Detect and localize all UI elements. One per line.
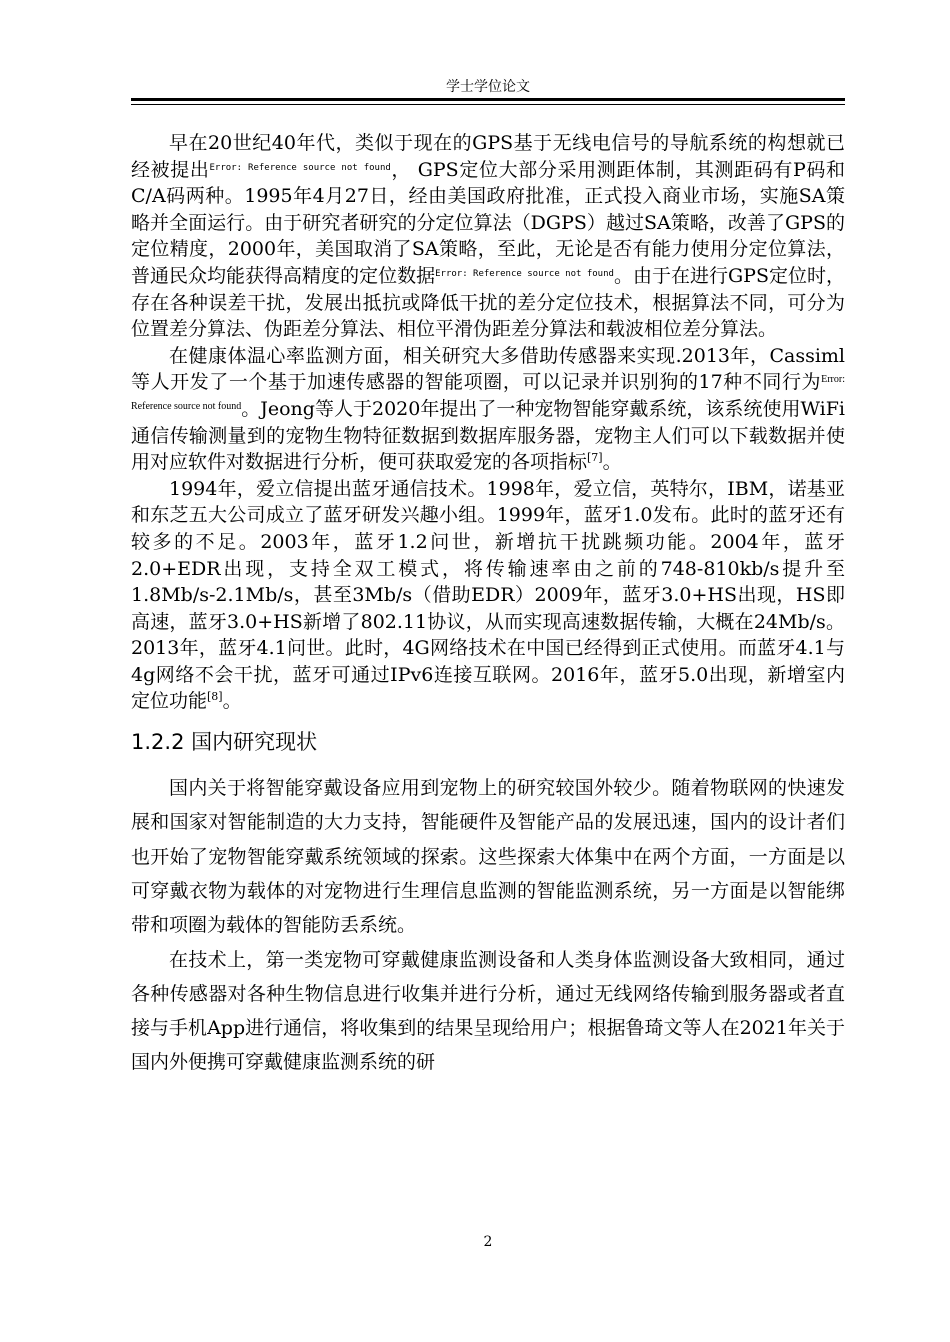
paragraph-domestic-status: 国内关于将智能穿戴设备应用到宠物上的研究较国外较少。随着物联网的快速发展和国家对智能制造的大力支持，智能硬件及智能产品的发展迅速，国内的设计者们也开始了宠物智能穿戴系统领域的探索。这些探索大体集中在两个方面，一方面是以可穿戴衣物为载体的对宠物进行生理信息监测的智能监测系统，另一方面是以智能绑带和项圈为载体的智能防丢系统。 [131,777,845,937]
text-run: 。由于在进行GPS定位时，存在各种误差干扰，发展出抵抗或降低干扰的差分定位技术，根据算法不同，可分为位置差分算法、伪距差分算法、相位平滑伪距差分算法和载波相位差分算法。 [131,264,845,341]
citation-error: Error: Reference source not found [131,374,845,412]
header-rule-thin [131,104,845,105]
text-run: 。 [602,451,622,474]
paragraph-technical: 在技术上，第一类宠物可穿戴健康监测设备和人类身体监测设备大致相同，通过各种传感器对各种生物信息进行收集并进行分析，通过无线网络传输到服务器或者直接与手机App进行通信，将收集到的结果呈现给用户；根据鲁琦文等人在2021年关于国内外便携可穿戴健康监测系统的研 [131,948,845,1074]
citation-ref: [7] [587,451,603,465]
running-header: 学士学位论文 [446,79,530,95]
citation-ref: [8] [207,690,223,704]
text-run: ， GPS定位大部分采用测距体制，其测距码有P码和C/A码两种。1995年4月27日，经由美国政府批准，正式投入商业市场，实施SA策略并全面运行。由于研究者研究的分定位算法（DGPS）越过SA策略，改善了GPS的定位精度，2000年，美国取消了SA策略，至此，无论是否有能力使用分定位算法，普通民众均能获得高精度的定位数据 [131,158,845,287]
section-heading: 1.2.2 国内研究现状 [131,730,318,755]
header-rule-thick [131,98,845,101]
paragraph-health-monitoring [131,343,845,476]
paragraph-bluetooth-history [131,476,845,715]
text-run: 1994年，爱立信提出蓝牙通信技术。1998年，爱立信，英特尔，IBM，诺基亚和东芝五大公司成立了蓝牙研发兴趣小组。1999年，蓝牙1.0发布。此时的蓝牙还有较多的不足。2003年，蓝牙1.2问世，新增抗干扰跳频功能。2004年，蓝牙2.0+EDR出现，支持全双工模式，将传输速率由之前的748-810kb/s提升至1.8Mb/s-2.1Mb/s，甚至3Mb/s（借助EDR）2009年，蓝牙3.0+HS出现，HS即高速，蓝牙3.0+HS新增了802.11协议，从而实现高速数据传输，大概在24Mb/s。2013年，蓝牙4.1问世。此时，4G网络技术在中国已经得到正式使用。而蓝牙4.1与4g网络不会干扰，蓝牙可通过IPv6连接互联网。2016年，蓝牙5.0出现，新增室内定位功能 [131,477,845,713]
text-run: 早在20世纪40年代，类似于现在的GPS基于无线电信号的导航系统的构想就已经被提出 [131,132,845,181]
paragraph-gps-history [131,130,845,343]
text-run: 。Jeong等人于2020年提出了一种宠物智能穿戴系统，该系统使用WiFi通信传输测量到的宠物生物特征数据到数据库服务器，宠物主人们可以下载数据并使用对应软件对数据进行分析，便可获取爱宠的各项指标 [131,397,845,474]
text-run: 在健康体温心率监测方面，相关研究大多借助传感器来实现.2013年，Cassiml等人开发了一个基于加速传感器的智能项圈，可以记录并识别狗的17种不同行为 [131,344,845,394]
page-number: 2 [483,1234,493,1250]
citation-error: Error: Reference source not found [209,162,391,173]
section-body [131,771,845,1080]
page-body [131,130,845,1080]
text-run: 。 [222,690,242,713]
citation-error: Error: Reference source not found [435,268,614,279]
